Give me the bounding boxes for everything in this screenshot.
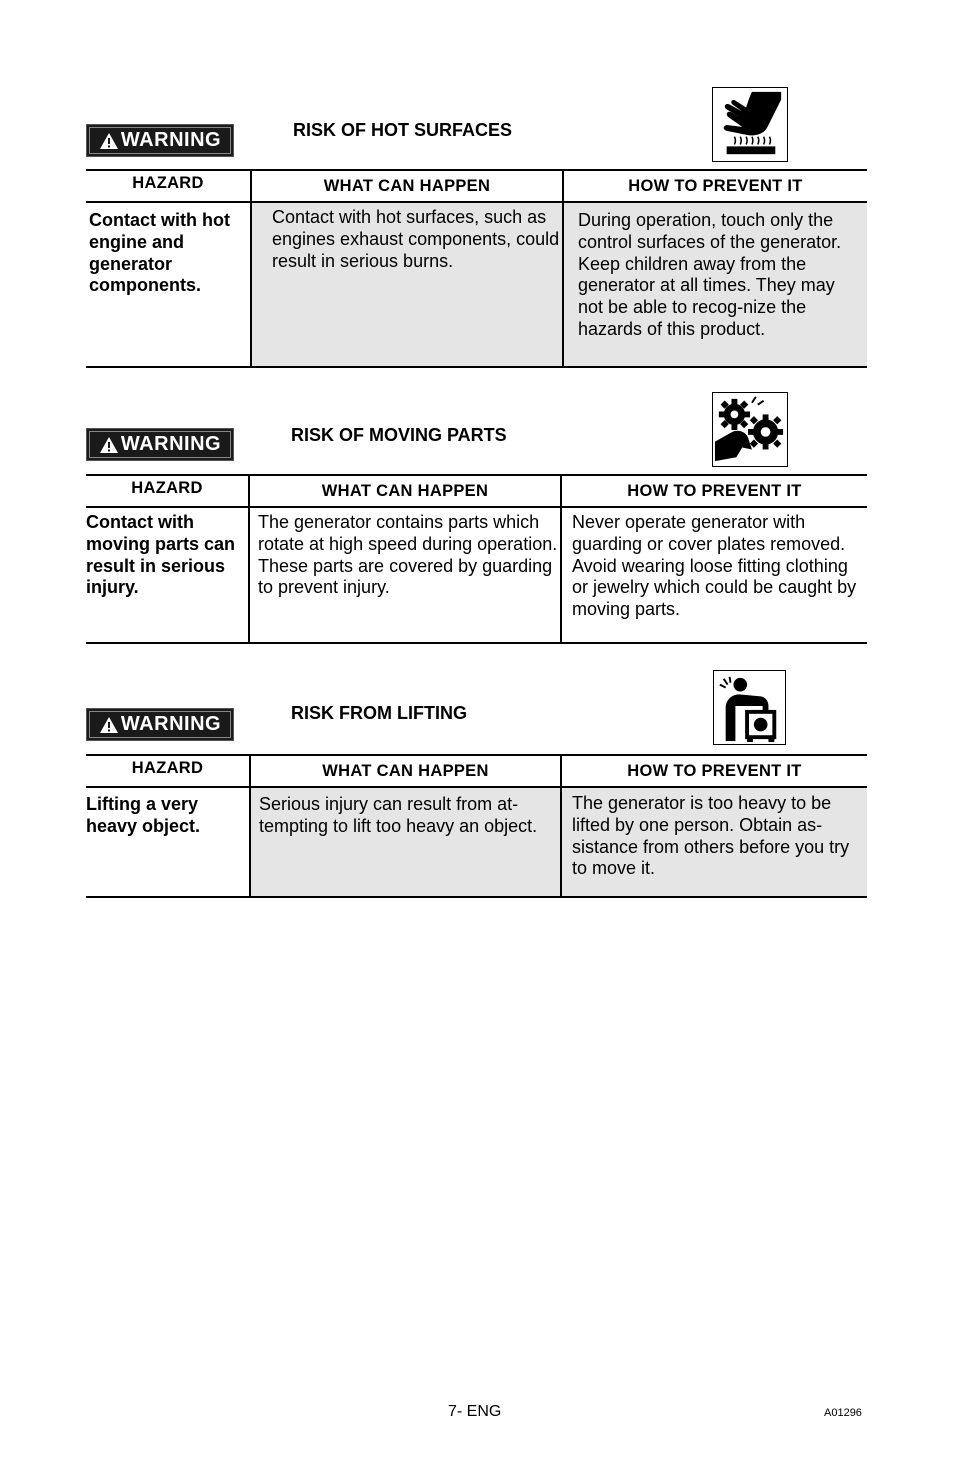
header-what-can-happen: WHAT CAN HAPPEN	[250, 171, 562, 201]
how-to-prevent-cell: During operation, touch only the control surfaces of the generator. Keep children away from the generator at all times. They may not be able to recog-nize the hazards of this product.	[562, 203, 867, 366]
page-number: 7- ENG	[448, 1403, 502, 1420]
document-code: A01296	[824, 1407, 862, 1419]
warning-triangle-icon	[99, 716, 119, 734]
hazard-table	[86, 169, 867, 368]
header-how-to-prevent: HOW TO PREVENT IT	[560, 476, 867, 506]
header-how-to-prevent: HOW TO PREVENT IT	[562, 171, 867, 201]
gears-hand-icon	[712, 392, 788, 467]
header-how-to-prevent: HOW TO PREVENT IT	[560, 756, 867, 786]
what-can-happen-cell: Serious injury can result from at-tempting to lift too heavy an object.	[249, 788, 560, 896]
header-what-can-happen: WHAT CAN HAPPEN	[249, 756, 560, 786]
header-what-can-happen: WHAT CAN HAPPEN	[248, 476, 560, 506]
section-hot-surfaces	[86, 86, 867, 368]
warning-label: WARNING	[120, 129, 222, 151]
hazard-cell: Contact with moving parts can result in serious injury.	[86, 512, 236, 598]
warning-label: WARNING	[120, 433, 222, 455]
how-to-prevent-cell: The generator is too heavy to be lifted by one person. Obtain as-sistance from others before you try to move it.	[560, 788, 867, 896]
what-can-happen-cell: The generator contains parts which rotate at high speed during operation. These parts are covered by guarding to prevent injury.	[248, 508, 560, 642]
warning-badge	[86, 708, 234, 741]
hazard-table	[86, 754, 867, 898]
what-can-happen-cell: Contact with hot surfaces, such as engines exhaust components, could result in serious burns.	[250, 203, 562, 366]
hazard-cell: Contact with hot engine and generator components.	[89, 210, 230, 296]
risk-title: RISK OF HOT SURFACES	[293, 120, 513, 140]
how-to-prevent-cell: Never operate generator with guarding or cover plates removed. Avoid wearing loose fitting clothing or jewelry which could be caught by moving parts.	[560, 508, 867, 642]
warning-badge	[86, 124, 234, 157]
header-hazard: HAZARD	[131, 759, 204, 777]
lifting-person-icon	[713, 670, 786, 745]
hazard-table	[86, 474, 867, 644]
warning-label: WARNING	[120, 713, 222, 735]
hazard-cell: Lifting a very heavy object.	[86, 794, 201, 836]
header-hazard: HAZARD	[131, 479, 203, 497]
warning-triangle-icon	[99, 132, 119, 150]
section-lifting	[86, 669, 867, 901]
warning-badge	[86, 428, 234, 461]
warning-triangle-icon	[99, 436, 119, 454]
hot-surface-hand-icon	[712, 87, 788, 162]
risk-title: RISK OF MOVING PARTS	[291, 425, 507, 445]
section-moving-parts	[86, 392, 867, 644]
header-hazard: HAZARD	[132, 174, 204, 192]
risk-title: RISK FROM LIFTING	[291, 703, 467, 723]
